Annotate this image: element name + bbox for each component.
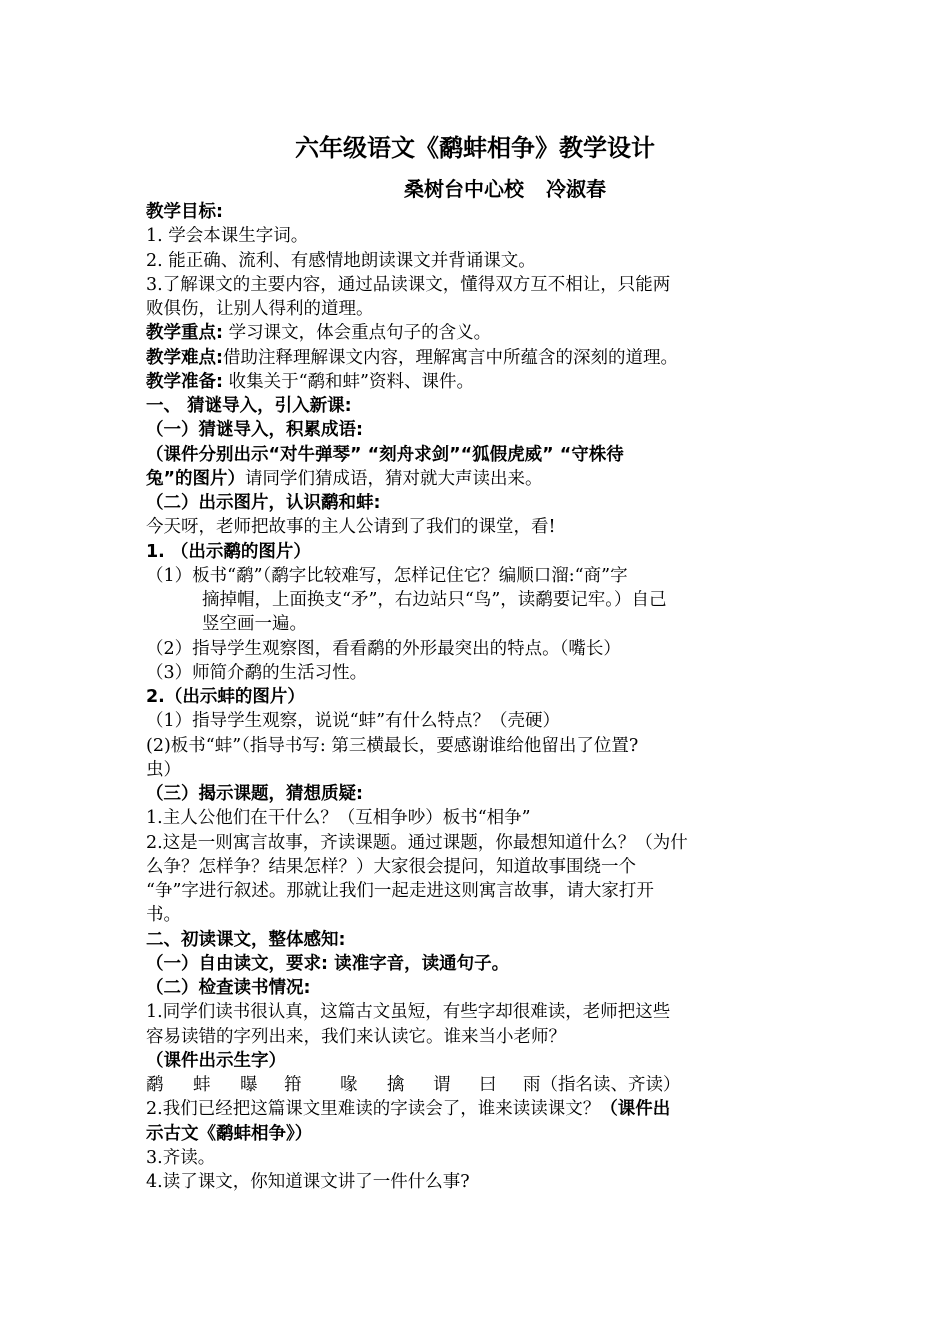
- part1-sub2-intro: 今天呀，老师把故事的主人公请到了我们的课堂，看!: [146, 517, 556, 538]
- objective-item: 3.了解课文的主要内容，通过品读课文，懂得双方互不相让，只能两: [146, 274, 671, 295]
- question-3: 3.齐读。: [146, 1147, 216, 1168]
- part1-sub3-line: 2.这是一则寓言故事，齐读课题。通过课题，你最想知道什么？（为什: [146, 832, 688, 853]
- part1-sub1-line2-bold: 兔”的图片）: [146, 468, 246, 489]
- part2-sub1: （一）自由读文，要求: 读准字音，读通句子。: [146, 953, 510, 974]
- new-char: 鹬: [146, 1075, 164, 1095]
- part1-sub3-line: “争”字进行叙述。那就让我们一起走进这则寓言故事，请大家打开: [146, 881, 654, 901]
- document-title: 六年级语文《鹬蚌相争》教学设计: [295, 134, 655, 162]
- new-char: 曝: [240, 1075, 258, 1095]
- new-char: 雨: [523, 1075, 541, 1095]
- new-characters-line: [146, 1073, 816, 1097]
- part2-heading: 二、初读课文，整体感知:: [146, 929, 346, 950]
- author-name: 冷淑春: [546, 177, 606, 201]
- yu-line: 摘掉帽，上面换支“矛”，右边站只“鸟”，读鹬要记牢。）自己: [202, 590, 667, 610]
- part1-heading: 一、 猜谜导入，引入新课:: [146, 396, 352, 416]
- bang-line: (2)板书“蚌”（指导书写: 第三横最长，要感谢谁给他留出了位置?: [146, 735, 639, 756]
- objectives-heading: 教学目标:: [146, 202, 223, 222]
- courseware-chars-label: （课件出示生字）: [146, 1050, 286, 1071]
- new-char: 箝: [284, 1075, 302, 1095]
- bang-heading: 2.（出示蚌的图片）: [146, 687, 305, 707]
- preparation-label: 教学准备:: [146, 371, 223, 392]
- yu-line: （1）板书“鹬”（鹬字比较难写，怎样记住它？编顺口溜:“商”字: [146, 565, 628, 586]
- difficulty-text: 借助注释理解课文内容，理解寓言中所蕴含的深刻的道理。: [223, 347, 678, 368]
- part1-sub3-line: 么争？怎样争？结果怎样？）大家很会提问，知道故事围绕一个: [146, 856, 636, 877]
- part1-sub2-heading: （二）出示图片，认识鹬和蚌:: [146, 493, 381, 513]
- part1-sub3-line: 书。: [146, 905, 181, 926]
- objective-item: 败俱伤，让别人得利的道理。: [146, 299, 374, 319]
- part2-sub2-line: 容易读错的字列出来，我们来认读它。谁来当小老师？: [146, 1026, 566, 1047]
- question-2-bold: （课件出: [600, 1099, 671, 1120]
- part1-sub1-line1: （课件分别出示“对牛弹琴” “刻舟求剑”“狐假虎威” “守株待: [146, 444, 624, 465]
- document-body: [146, 200, 816, 1194]
- key-point: [146, 321, 816, 345]
- new-char: 谓: [433, 1075, 451, 1095]
- preparation: [146, 370, 816, 394]
- part1-sub1-heading: （一）猜谜导入，积累成语:: [146, 420, 363, 441]
- difficulty-label: 教学难点:: [146, 347, 223, 368]
- bang-line: （1）指导学生观察，说说“蚌”有什么特点？（壳硬）: [146, 711, 561, 732]
- objective-item: 1. 学会本课生字词。: [146, 226, 309, 247]
- author-line: [0, 176, 950, 202]
- question-2: [146, 1097, 816, 1121]
- part1-sub1-line2: [146, 467, 816, 491]
- question-2-text: 2.我们已经把这篇课文里难读的字读会了，谁来读读课文？: [146, 1099, 601, 1120]
- new-char: 擒: [387, 1075, 405, 1095]
- yu-heading: 1. （出示鹬的图片）: [146, 541, 311, 562]
- part1-sub3-heading: （三）揭示课题，猜想质疑:: [146, 784, 363, 804]
- part2-sub2-line: 1.同学们读书很认真，这篇古文虽短，有些字却很难读，老师把这些: [146, 1002, 671, 1023]
- part2-sub2-heading: （二）检查读书情况:: [146, 978, 311, 998]
- yu-line: （2）指导学生观察图，看看鹬的外形最突出的特点。（嘴长）: [146, 638, 621, 659]
- part1-sub1-line2-rest: 请同学们猜成语，猜对就大声读出来。: [245, 468, 543, 489]
- yu-line: 竖空画一遍。: [202, 614, 307, 635]
- objective-item: 2. 能正确、流利、有感情地朗读课文并背诵课文。: [146, 250, 536, 271]
- chars-note: （指名读、齐读）: [540, 1075, 681, 1095]
- difficulty: [146, 346, 816, 370]
- author-school: 桑树台中心校: [404, 177, 524, 201]
- new-char: 曰: [479, 1075, 497, 1095]
- yu-line: （3）师简介鹬的生活习性。: [146, 662, 368, 683]
- new-char: 喙: [340, 1075, 358, 1095]
- preparation-text: 收集关于“鹬和蚌”资料、课件。: [228, 371, 474, 392]
- bang-line: 虫）: [146, 759, 181, 780]
- new-char: 蚌: [193, 1075, 211, 1095]
- key-point-text: 学习课文，体会重点句子的含义。: [228, 323, 492, 344]
- question-2-bold-cont: 示古文《鹬蚌相争》）: [146, 1123, 313, 1144]
- question-4: 4.读了课文，你知道课文讲了一件什么事?: [146, 1172, 470, 1192]
- key-point-label: 教学重点:: [146, 323, 223, 344]
- part1-sub3-line: 1.主人公他们在干什么？（互相争吵）板书“相争”: [146, 808, 531, 829]
